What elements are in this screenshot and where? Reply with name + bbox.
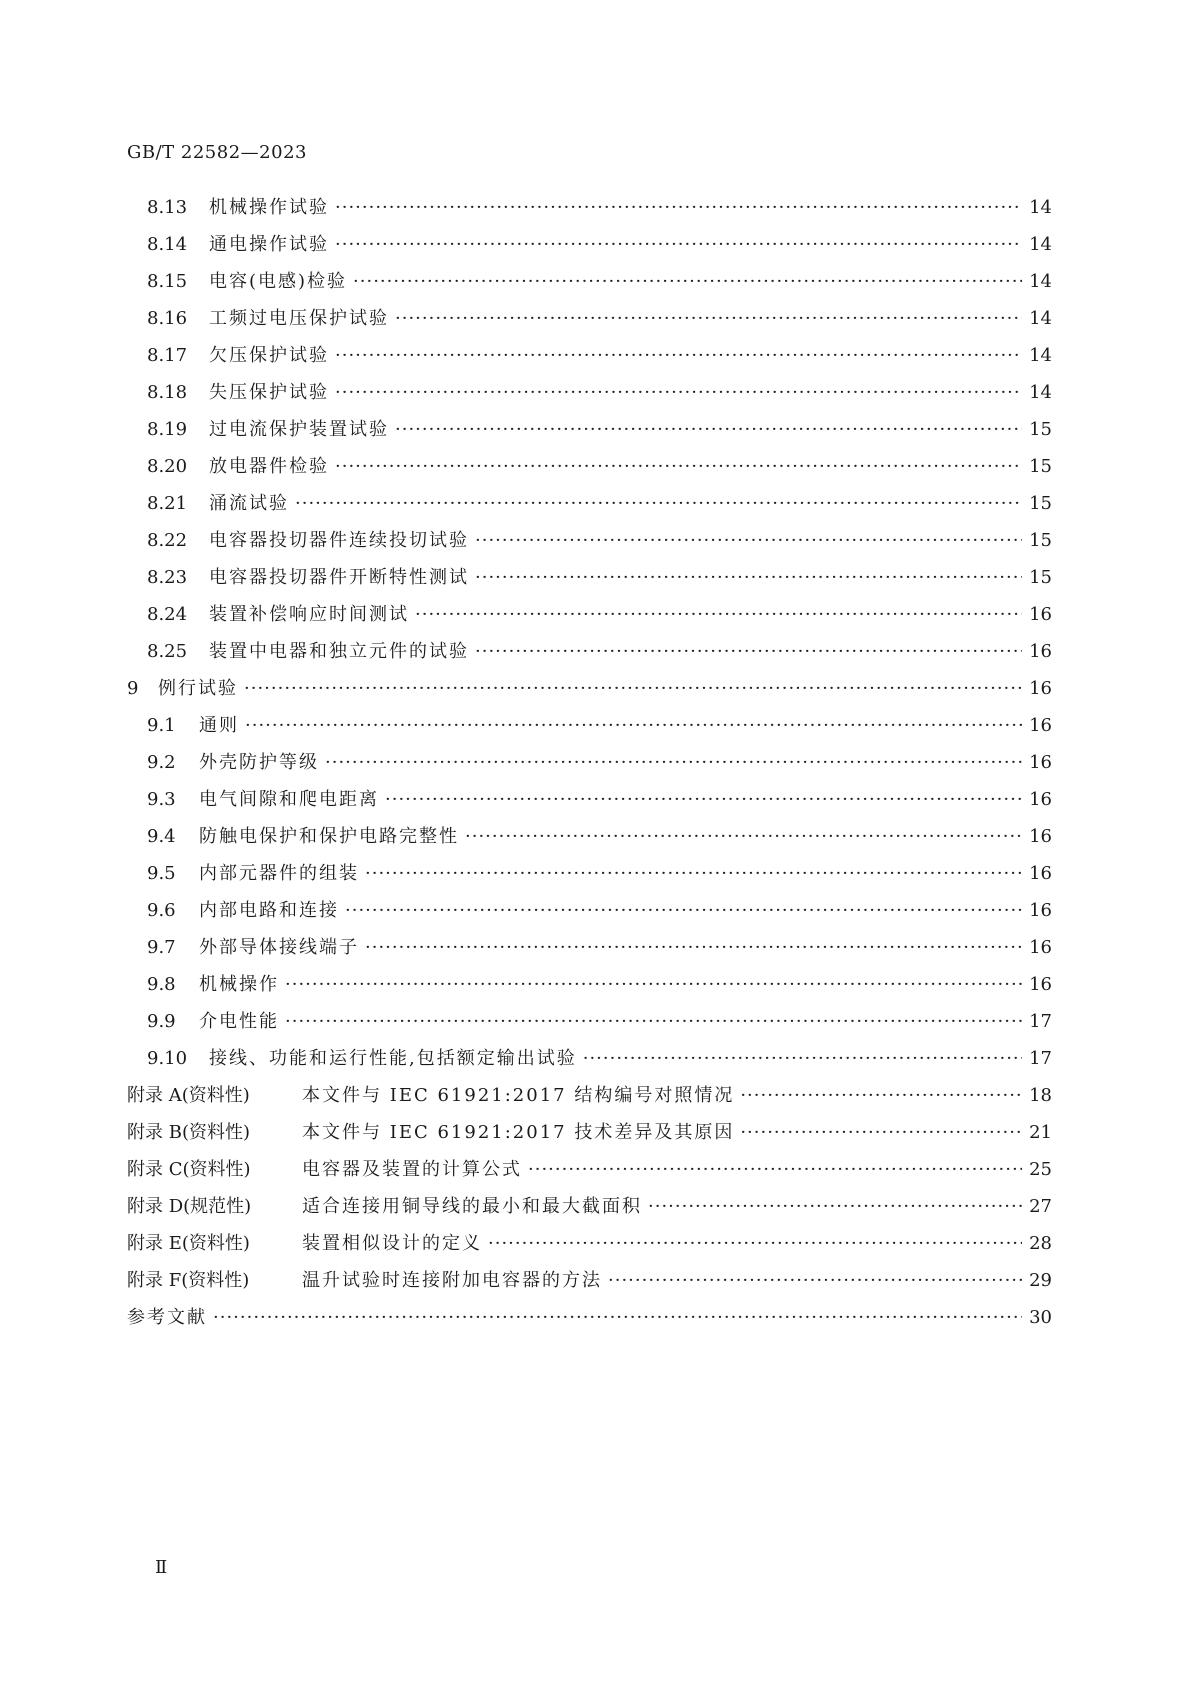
toc-entry[interactable] (127, 193, 1052, 230)
toc-entry-title: 欠压保护试验 (209, 345, 329, 366)
toc-entry-number: 8.24 (147, 604, 188, 625)
toc-entry-number: 8.19 (147, 419, 188, 440)
dot-leader (475, 641, 1022, 662)
toc-entry-page: 14 (1029, 197, 1052, 218)
toc-entry[interactable] (127, 563, 1052, 600)
toc-entry-page: 28 (1029, 1233, 1052, 1254)
toc-entry-title: 涌流试验 (209, 493, 289, 514)
toc-entry-page: 16 (1029, 715, 1052, 736)
toc-entry-page: 14 (1029, 234, 1052, 255)
toc-entry-number: 9.1 (147, 715, 176, 736)
toc-entry-title: 失压保护试验 (209, 382, 329, 403)
toc-entry-page: 21 (1029, 1122, 1052, 1143)
toc-entry[interactable] (127, 748, 1052, 785)
dot-leader (335, 234, 1022, 255)
toc-entry-number: 9.10 (147, 1048, 188, 1069)
toc-entry-number: 8.25 (147, 641, 188, 662)
toc-entry-number: 9.6 (147, 900, 176, 921)
toc-entry-title: 温升试验时连接附加电容器的方法 (302, 1270, 602, 1291)
toc-entry-page: 15 (1029, 530, 1052, 551)
toc-entry-title: 通则 (199, 715, 239, 736)
dot-leader (345, 900, 1022, 921)
toc-entry[interactable] (127, 970, 1052, 1007)
dot-leader (395, 419, 1022, 440)
dot-leader (740, 1085, 1022, 1106)
toc-entry-page: 14 (1029, 345, 1052, 366)
toc-entry[interactable] (127, 1044, 1052, 1081)
toc-entry[interactable] (127, 1303, 1052, 1340)
dot-leader (365, 863, 1022, 884)
toc-entry-number: 附录 E(资料性) (127, 1233, 250, 1254)
toc-entry-page: 16 (1029, 900, 1052, 921)
dot-leader (365, 937, 1022, 958)
toc-entry-page: 17 (1029, 1011, 1052, 1032)
toc-entry[interactable] (127, 1266, 1052, 1303)
toc-entry-title: 介电性能 (199, 1011, 279, 1032)
toc-entry[interactable] (127, 785, 1052, 822)
toc-entry-title: 机械操作 (199, 974, 279, 995)
toc-entry-page: 14 (1029, 382, 1052, 403)
toc-entry-page: 18 (1029, 1085, 1052, 1106)
toc-entry-page: 16 (1029, 789, 1052, 810)
toc-entry-page: 14 (1029, 271, 1052, 292)
toc-entry-page: 16 (1029, 826, 1052, 847)
dot-leader (285, 1011, 1022, 1032)
toc-entry[interactable] (127, 822, 1052, 859)
toc-entry-page: 16 (1029, 752, 1052, 773)
toc-entry-title: 通电操作试验 (209, 234, 329, 255)
dot-leader (415, 604, 1022, 625)
dot-leader (335, 456, 1022, 477)
toc-entry-title: 过电流保护装置试验 (209, 419, 389, 440)
toc-entry-title: 外壳防护等级 (199, 752, 319, 773)
toc-entry-number: 9 (127, 678, 139, 699)
dot-leader (475, 530, 1022, 551)
toc-entry-page: 17 (1029, 1048, 1052, 1069)
dot-leader (528, 1159, 1022, 1180)
dot-leader (465, 826, 1022, 847)
toc-entry-number: 8.21 (147, 493, 188, 514)
toc-entry-page: 16 (1029, 678, 1052, 699)
toc-entry-page: 16 (1029, 937, 1052, 958)
dot-leader (648, 1196, 1022, 1217)
toc-entry[interactable] (127, 859, 1052, 896)
dot-leader (353, 271, 1022, 292)
toc-entry-title: 接线、功能和运行性能,包括额定输出试验 (209, 1048, 577, 1069)
toc-entry-page: 15 (1029, 493, 1052, 514)
toc-entry-page: 27 (1029, 1196, 1052, 1217)
toc-entry[interactable] (127, 1192, 1052, 1229)
toc-entry-page: 30 (1029, 1307, 1052, 1328)
toc-entry-number: 8.15 (147, 271, 188, 292)
toc-entry-number: 8.13 (147, 197, 188, 218)
dot-leader (475, 567, 1022, 588)
toc-entry[interactable] (127, 896, 1052, 933)
toc-entry-page: 15 (1029, 456, 1052, 477)
toc-entry-page: 15 (1029, 567, 1052, 588)
toc-entry-number: 8.18 (147, 382, 188, 403)
toc-entry-title: 适合连接用铜导线的最小和最大截面积 (302, 1196, 642, 1217)
toc-entry[interactable] (127, 452, 1052, 489)
toc-entry-title: 本文件与 IEC 61921:2017 技术差异及其原因 (302, 1122, 735, 1143)
toc-entry-number: 8.17 (147, 345, 188, 366)
toc-entry-page: 15 (1029, 419, 1052, 440)
toc-entry-number: 9.4 (147, 826, 176, 847)
toc-entry-number: 9.2 (147, 752, 176, 773)
table-of-contents (127, 193, 1052, 1340)
toc-entry-number: 附录 B(资料性) (127, 1122, 250, 1143)
toc-entry[interactable] (127, 1081, 1052, 1118)
toc-entry-number: 8.20 (147, 456, 188, 477)
toc-entry-title: 电容器及装置的计算公式 (302, 1159, 522, 1180)
toc-entry-number: 9.5 (147, 863, 176, 884)
toc-entry[interactable] (127, 637, 1052, 674)
toc-entry[interactable] (127, 1229, 1052, 1266)
toc-entry-title: 本文件与 IEC 61921:2017 结构编号对照情况 (302, 1085, 735, 1106)
toc-entry[interactable] (127, 267, 1052, 304)
dot-leader (335, 345, 1022, 366)
toc-entry-title: 机械操作试验 (209, 197, 329, 218)
toc-entry[interactable] (127, 933, 1052, 970)
dot-leader (395, 308, 1022, 329)
toc-entry[interactable] (127, 1007, 1052, 1044)
toc-entry[interactable] (127, 304, 1052, 341)
toc-entry-title: 电容器投切器件开断特性测试 (209, 567, 469, 588)
toc-entry-page: 16 (1029, 863, 1052, 884)
page-number: Ⅱ (155, 1557, 168, 1578)
toc-entry-page: 16 (1029, 641, 1052, 662)
toc-entry[interactable] (127, 1155, 1052, 1192)
toc-entry-page: 29 (1029, 1270, 1052, 1291)
dot-leader (285, 974, 1022, 995)
toc-entry[interactable] (127, 1118, 1052, 1155)
toc-entry-page: 16 (1029, 604, 1052, 625)
toc-entry-number: 附录 C(资料性) (127, 1159, 251, 1180)
dot-leader (740, 1122, 1022, 1143)
toc-entry[interactable] (127, 526, 1052, 563)
toc-entry-title: 电气间隙和爬电距离 (199, 789, 379, 810)
toc-entry[interactable] (127, 341, 1052, 378)
toc-entry-title: 放电器件检验 (209, 456, 329, 477)
toc-entry-number: 附录 D(规范性) (127, 1196, 252, 1217)
toc-entry-title: 防触电保护和保护电路完整性 (199, 826, 459, 847)
toc-entry-title: 工频过电压保护试验 (209, 308, 389, 329)
dot-leader (325, 752, 1022, 773)
toc-entry[interactable] (127, 378, 1052, 415)
toc-entry-title: 装置补偿响应时间测试 (209, 604, 409, 625)
dot-leader (244, 678, 1022, 699)
toc-entry[interactable] (127, 600, 1052, 637)
toc-entry-title: 装置相似设计的定义 (302, 1233, 482, 1254)
toc-entry-title: 电容(电感)检验 (209, 271, 348, 292)
dot-leader (385, 789, 1022, 810)
toc-entry-page: 25 (1029, 1159, 1052, 1180)
toc-entry[interactable] (127, 711, 1052, 748)
toc-entry-title: 内部电路和连接 (199, 900, 339, 921)
toc-entry-title: 内部元器件的组装 (199, 863, 359, 884)
toc-entry-page: 16 (1029, 974, 1052, 995)
toc-entry-number: 9.7 (147, 937, 176, 958)
toc-entry-title: 参考文献 (127, 1307, 207, 1328)
dot-leader (583, 1048, 1022, 1069)
toc-entry[interactable] (127, 415, 1052, 452)
toc-entry-number: 8.14 (147, 234, 188, 255)
toc-entry-title: 例行试验 (158, 678, 238, 699)
toc-entry-page: 14 (1029, 308, 1052, 329)
dot-leader (608, 1270, 1022, 1291)
dot-leader (488, 1233, 1022, 1254)
toc-entry-title: 电容器投切器件连续投切试验 (209, 530, 469, 551)
toc-entry[interactable] (127, 674, 1052, 711)
toc-entry[interactable] (127, 489, 1052, 526)
toc-entry-number: 9.8 (147, 974, 176, 995)
toc-entry-number: 附录 F(资料性) (127, 1270, 250, 1291)
toc-entry-number: 附录 A(资料性) (127, 1085, 250, 1106)
toc-entry-number: 8.16 (147, 308, 188, 329)
toc-entry[interactable] (127, 230, 1052, 267)
toc-entry-number: 8.22 (147, 530, 188, 551)
document-standard-number: GB/T 22582—2023 (127, 142, 307, 163)
dot-leader (295, 493, 1022, 514)
dot-leader (213, 1307, 1022, 1328)
dot-leader (245, 715, 1022, 736)
dot-leader (335, 197, 1022, 218)
toc-entry-title: 外部导体接线端子 (199, 937, 359, 958)
toc-entry-number: 9.9 (147, 1011, 176, 1032)
toc-entry-title: 装置中电器和独立元件的试验 (209, 641, 469, 662)
toc-entry-number: 9.3 (147, 789, 176, 810)
toc-entry-number: 8.23 (147, 567, 188, 588)
dot-leader (335, 382, 1022, 403)
